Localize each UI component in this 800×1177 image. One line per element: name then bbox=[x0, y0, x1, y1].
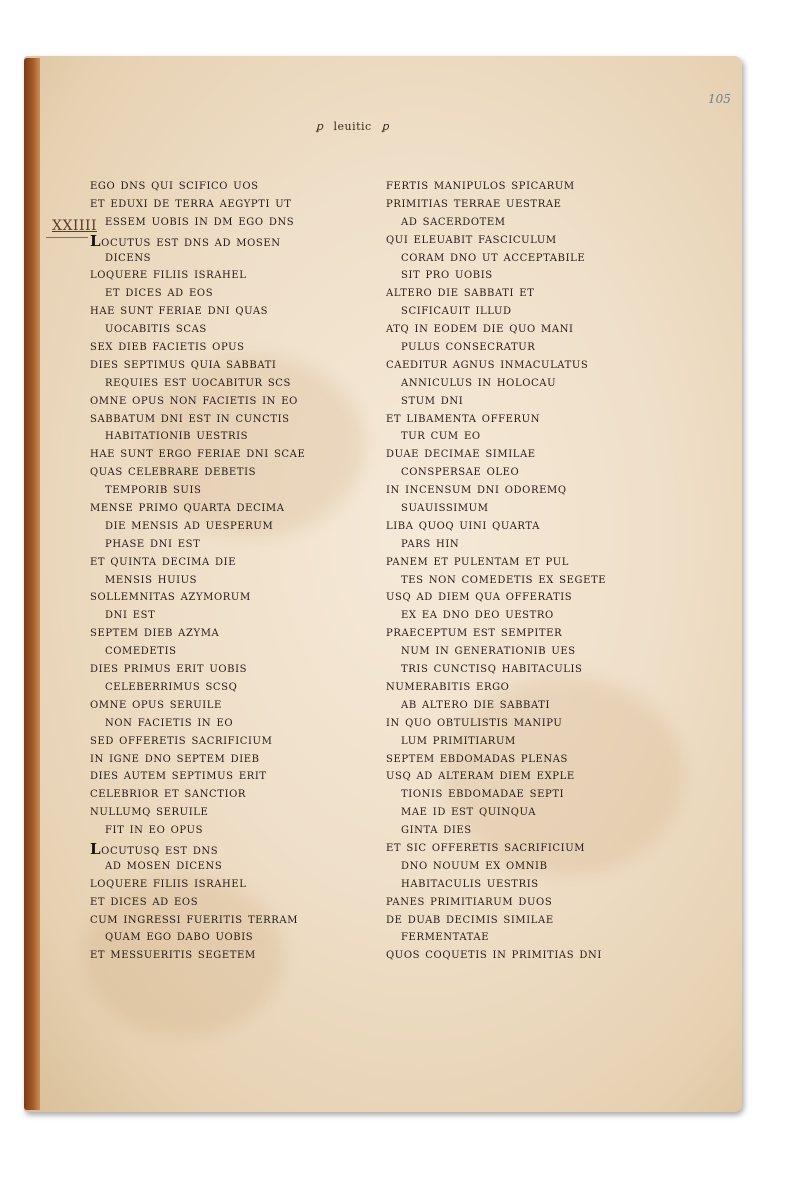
text-line: celebrior et sanctior bbox=[90, 785, 247, 802]
text-line: et dices ad eos bbox=[90, 892, 199, 909]
text-line: dno nouum ex omnib bbox=[401, 856, 548, 873]
text-line: dies autem septimus erit bbox=[90, 767, 267, 784]
text-line: habitationib uestris bbox=[105, 427, 249, 444]
text-line: die mensis ad uesperum bbox=[105, 516, 274, 533]
text-line: omne opus seruile bbox=[90, 695, 222, 712]
text-line: loquere filiis israhel bbox=[90, 266, 247, 283]
text-line: essem uobis in dm ego dns bbox=[105, 212, 295, 229]
text-line: ad sacerdotem bbox=[401, 212, 506, 229]
text-line: et sic offeretis sacrificium bbox=[386, 838, 586, 855]
text-line: non facietis in eo bbox=[105, 713, 234, 730]
text-line: hae sunt ergo feriae dni scae bbox=[90, 445, 306, 462]
text-line: quas celebrare debetis bbox=[90, 463, 257, 480]
text-line: tur cum eo bbox=[401, 427, 481, 444]
text-line: sit pro uobis bbox=[401, 266, 493, 283]
text-line: et libamenta offerun bbox=[386, 409, 541, 426]
marginal-rule bbox=[46, 237, 88, 238]
text-line: et messueritis segetem bbox=[90, 946, 256, 963]
binding-edge bbox=[24, 58, 40, 1110]
text-line: dies septimus quia sabbati bbox=[90, 355, 277, 372]
text-line: pars hin bbox=[401, 534, 460, 551]
running-head-mark-left: ꝑ bbox=[316, 120, 324, 133]
text-line: tionis ebdomadae septi bbox=[401, 785, 565, 802]
text-line: stum dni bbox=[401, 391, 464, 408]
chapter-number-marginal: XXIIII bbox=[52, 218, 98, 234]
text-line: in quo obtulistis manipu bbox=[386, 713, 563, 730]
text-line: in incensum dni odoremq bbox=[386, 481, 567, 498]
text-line: quam ego dabo uobis bbox=[105, 928, 254, 945]
text-line: conspersae oleo bbox=[401, 463, 520, 480]
text-line: praeceptum est sempiter bbox=[386, 624, 563, 641]
text-line: ex ea dno deo uestro bbox=[401, 606, 554, 623]
text-line: sed offeretis sacrificium bbox=[90, 731, 273, 748]
text-line: locutus est dns ad mosen bbox=[90, 225, 281, 252]
text-line: ad mosen dicens bbox=[105, 856, 223, 873]
text-line: qui eleuabit fasciculum bbox=[386, 230, 557, 247]
text-line: coram dno ut acceptabile bbox=[401, 248, 586, 265]
text-line: suauissimum bbox=[401, 499, 489, 516]
text-line: et dices ad eos bbox=[105, 284, 214, 301]
text-line: ginta dies bbox=[401, 821, 472, 838]
text-line: ab altero die sabbati bbox=[401, 695, 551, 712]
text-line: usq ad alteram diem exple bbox=[386, 767, 575, 784]
text-line: sollemnitas azymorum bbox=[90, 588, 251, 605]
text-line: mense primo quarta decima bbox=[90, 499, 285, 516]
text-line: de duab decimis similae bbox=[386, 910, 554, 927]
text-line: liba quoq uini quarta bbox=[386, 516, 540, 533]
text-line: panes primitiarum duos bbox=[386, 892, 553, 909]
text-line: caeditur agnus inmaculatus bbox=[386, 355, 589, 372]
running-head-mark-right: ꝑ bbox=[381, 120, 390, 133]
text-line: tes non comedetis ex segete bbox=[401, 570, 607, 587]
text-line: panem et pulentam et pul bbox=[386, 552, 569, 569]
text-line: fermentatae bbox=[401, 928, 490, 945]
text-line: et eduxi de terra aegypti ut bbox=[90, 194, 292, 211]
text-line: habitaculis uestris bbox=[401, 874, 539, 891]
text-line: atq in eodem die quo mani bbox=[386, 320, 574, 337]
folio-number: 105 bbox=[708, 92, 731, 106]
text-line: in igne dno septem dieb bbox=[90, 749, 260, 766]
text-line: loquere filiis israhel bbox=[90, 874, 247, 891]
text-line: dies primus erit uobis bbox=[90, 660, 248, 677]
text-line: temporib suis bbox=[105, 481, 202, 498]
text-line: mae id est quinqua bbox=[401, 803, 537, 820]
text-line: num in generationib ues bbox=[401, 642, 576, 659]
text-line: septem ebdomadas plenas bbox=[386, 749, 569, 766]
text-line: usq ad diem qua offeratis bbox=[386, 588, 573, 605]
text-line: sabbatum dni est in cunctis bbox=[90, 409, 290, 426]
text-line: et quinta decima die bbox=[90, 552, 237, 569]
text-line: lum primitiarum bbox=[401, 731, 516, 748]
text-line: dni est bbox=[105, 606, 156, 623]
text-line: septem dieb azyma bbox=[90, 624, 220, 641]
text-column-left bbox=[90, 177, 390, 964]
text-line: anniculus in holocau bbox=[401, 373, 557, 390]
text-line: primitias terrae uestrae bbox=[386, 194, 562, 211]
text-line: mensis huius bbox=[105, 570, 198, 587]
running-head bbox=[310, 120, 395, 133]
text-line: fit in eo opus bbox=[105, 821, 204, 838]
text-line: ego dns qui scifico uos bbox=[90, 177, 259, 193]
text-line: pulus consecratur bbox=[401, 338, 536, 355]
text-line: numerabitis ergo bbox=[386, 677, 510, 694]
text-line: celeberrimus scsq bbox=[105, 677, 238, 694]
text-line: quos coquetis in primitias dni bbox=[386, 946, 602, 963]
text-line: nullumq seruile bbox=[90, 803, 209, 820]
text-line: comedetis bbox=[105, 642, 177, 659]
text-line: requies est uocabitur scs bbox=[105, 373, 291, 390]
text-line: duae decimae similae bbox=[386, 445, 536, 462]
running-head-title: leuitic bbox=[333, 120, 372, 133]
text-line: dicens bbox=[105, 248, 152, 265]
text-line: tris cunctisq habitaculis bbox=[401, 660, 583, 677]
text-line: omne opus non facietis in eo bbox=[90, 391, 298, 408]
text-line: fertis manipulos spicarum bbox=[386, 177, 575, 193]
text-line: locutusq est dns bbox=[90, 833, 219, 860]
text-line: cum ingressi fueritis terram bbox=[90, 910, 299, 927]
text-line: sex dieb facietis opus bbox=[90, 338, 245, 355]
text-line: phase dni est bbox=[105, 534, 201, 551]
text-column-right bbox=[386, 177, 686, 964]
text-line: scificauit illud bbox=[401, 302, 512, 319]
text-line: altero die sabbati et bbox=[386, 284, 535, 301]
text-line: hae sunt feriae dni quas bbox=[90, 302, 269, 319]
text-line: uocabitis scas bbox=[105, 320, 207, 337]
